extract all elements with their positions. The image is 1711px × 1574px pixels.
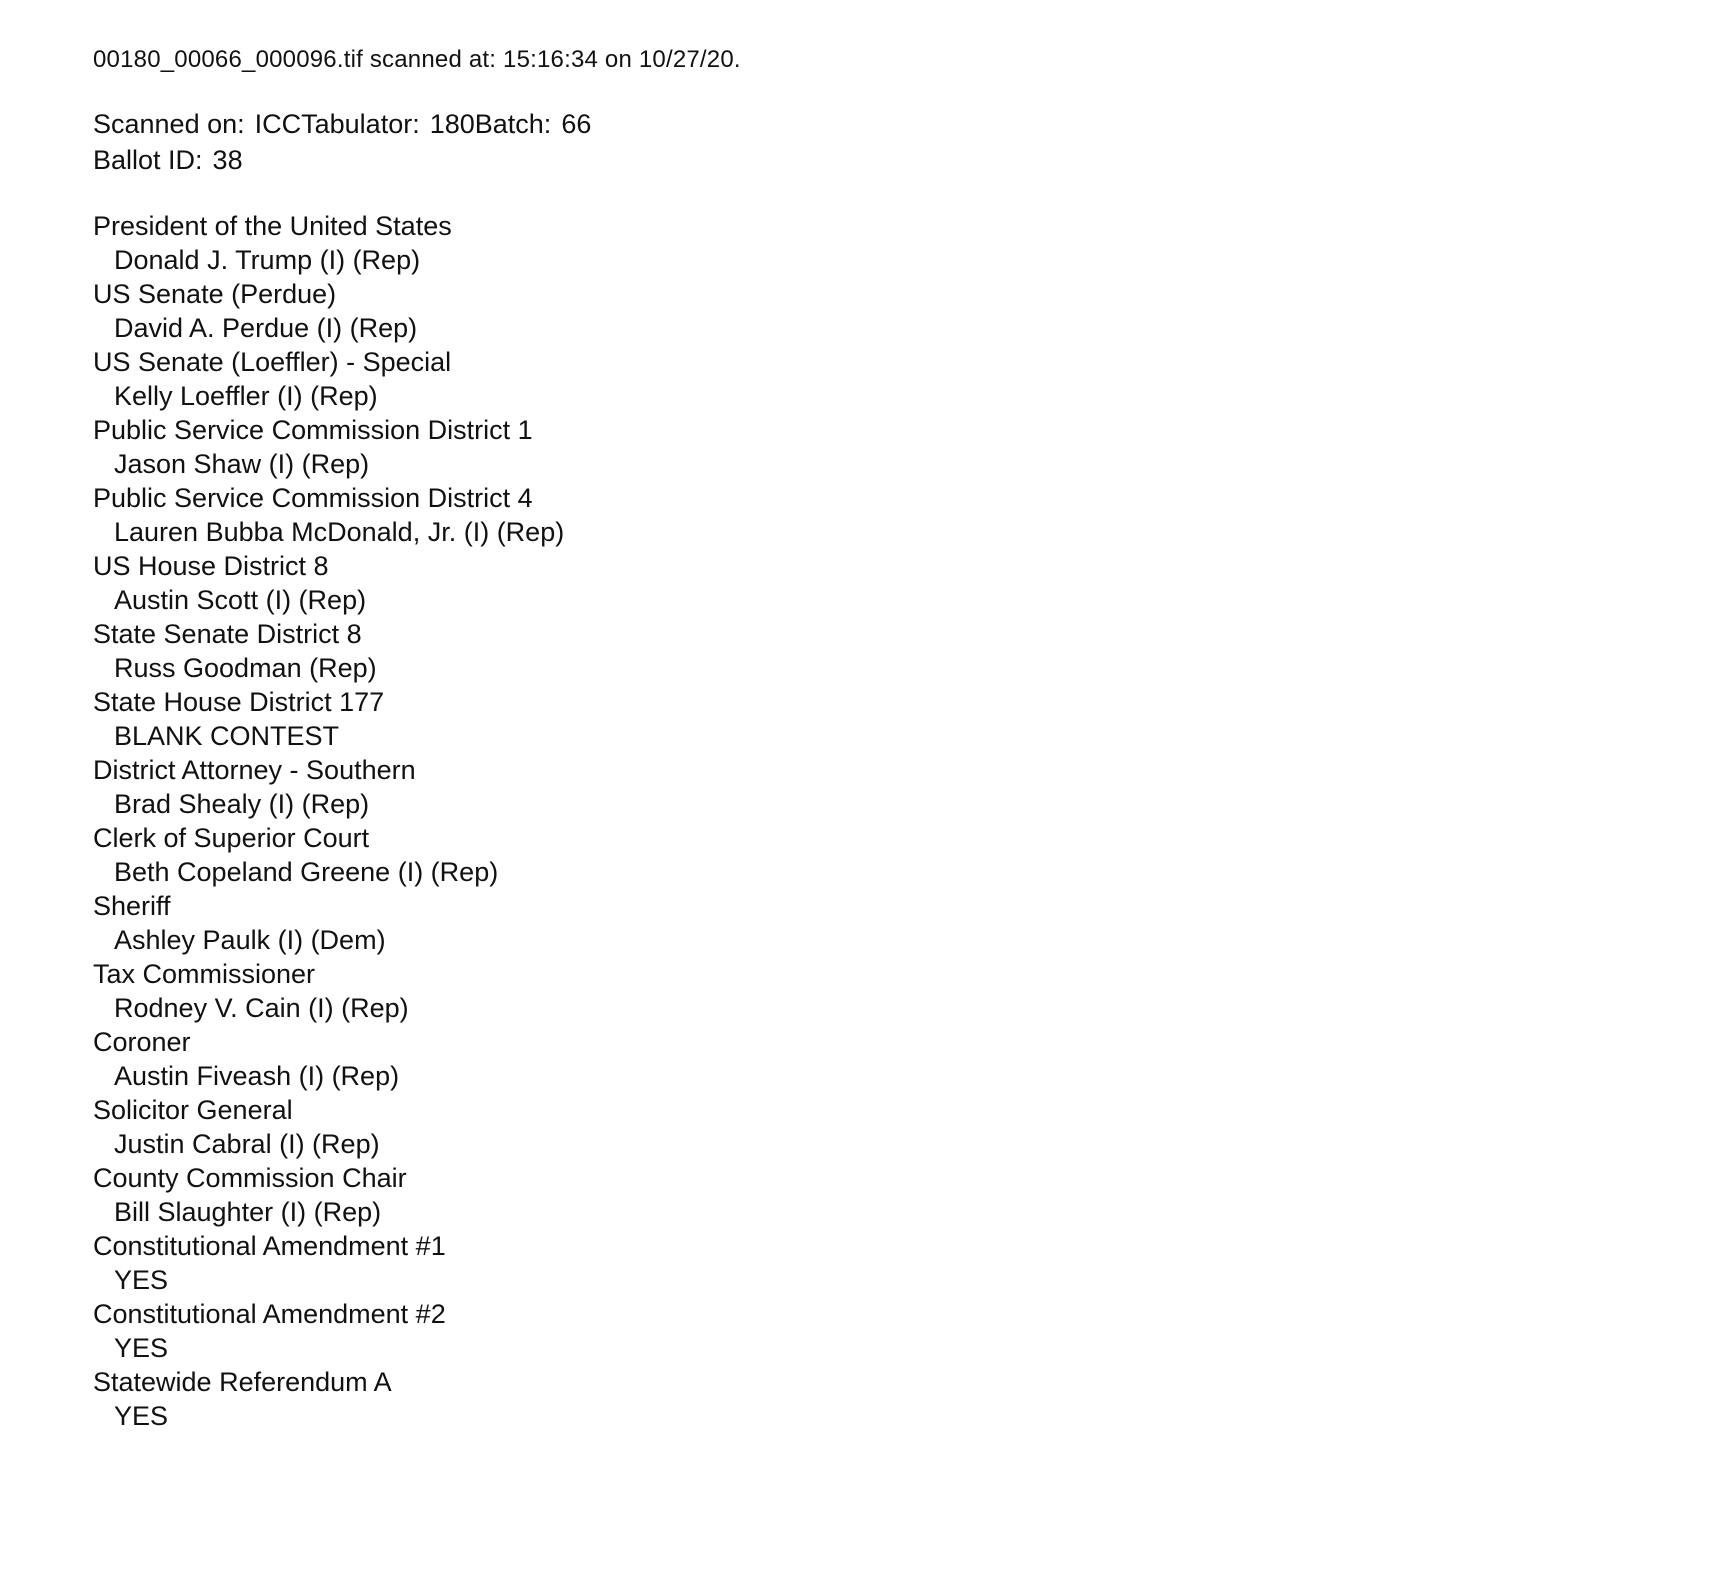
contest-entry-coroner [93,1025,1671,1093]
scanned-on-label: Scanned on: [93,109,245,139]
contest-selection: Beth Copeland Greene (I) (Rep) [114,857,499,887]
ballot-metadata [93,106,1671,178]
contest-selection: Austin Scott (I) (Rep) [114,585,367,615]
contest-title: Constitutional Amendment #1 [93,1231,446,1261]
contest-selection: YES [114,1333,169,1363]
tabulator-label: Tabulator: [301,109,420,139]
contest-title: Coroner [93,1027,191,1057]
contest-title: US Senate (Perdue) [93,279,337,309]
contest-entry-constitutional-amendment-2 [93,1297,1671,1365]
contest-title: Public Service Commission District 4 [93,483,533,513]
contest-title: Clerk of Superior Court [93,823,370,853]
contest-entry-us-house-district-8 [93,549,1671,617]
contest-selection: Justin Cabral (I) (Rep) [114,1129,380,1159]
contest-selection: Russ Goodman (Rep) [114,653,377,683]
contest-selection: Rodney V. Cain (I) (Rep) [114,993,409,1023]
contest-entry-county-commission-chair [93,1161,1671,1229]
contest-title: US House District 8 [93,551,329,581]
contest-entry-district-attorney [93,753,1671,821]
contest-entry-us-senate-perdue [93,277,1671,345]
contest-title: Public Service Commission District 1 [93,415,533,445]
scan-filename-line: 00180_00066_000096.tif scanned at: 15:16:34 on 10/27/20. [93,46,741,73]
contest-entry-president [93,209,1671,277]
contest-entry-tax-commissioner [93,957,1671,1025]
contest-selection: Ashley Paulk (I) (Dem) [114,925,386,955]
contest-title: State Senate District 8 [93,619,362,649]
batch-label: Batch: [474,109,552,139]
ballot-id-value: 38 [212,145,243,175]
contest-entry-sheriff [93,889,1671,957]
contest-entry-clerk-superior-court [93,821,1671,889]
contest-selection: Donald J. Trump (I) (Rep) [114,245,421,275]
contest-entry-state-house-district-177 [93,685,1671,753]
contest-selection: YES [114,1265,169,1295]
contest-selection: BLANK CONTEST [114,721,340,751]
contest-selection: YES [114,1401,169,1431]
contest-entry-psc-district-4 [93,481,1671,549]
contest-entry-statewide-referendum-a [93,1365,1671,1433]
contest-title: Constitutional Amendment #2 [93,1299,446,1329]
contest-list [93,209,1671,1433]
contest-selection: Bill Slaughter (I) (Rep) [114,1197,382,1227]
contest-title: President of the United States [93,211,452,241]
contest-selection: Austin Fiveash (I) (Rep) [114,1061,400,1091]
tabulator-value: 180 [429,109,475,139]
batch-value: 66 [561,109,592,139]
contest-title: County Commission Chair [93,1163,407,1193]
contest-selection: Lauren Bubba McDonald, Jr. (I) (Rep) [114,517,565,547]
contest-selection: Kelly Loeffler (I) (Rep) [114,381,378,411]
contest-title: Solicitor General [93,1095,293,1125]
contest-title: Tax Commissioner [93,959,316,989]
scanned-on-value: ICC [254,109,302,139]
ballot-id-line [93,142,1671,178]
contest-title: State House District 177 [93,687,385,717]
contest-entry-constitutional-amendment-1 [93,1229,1671,1297]
contest-title: Sheriff [93,891,171,921]
contest-selection: Brad Shealy (I) (Rep) [114,789,370,819]
ballot-id-label: Ballot ID: [93,145,203,175]
contest-selection: David A. Perdue (I) (Rep) [114,313,418,343]
scanner-info-line [93,106,1671,142]
contest-selection: Jason Shaw (I) (Rep) [114,449,370,479]
contest-entry-psc-district-1 [93,413,1671,481]
contest-entry-solicitor-general [93,1093,1671,1161]
contest-title: Statewide Referendum A [93,1367,392,1397]
contest-title: US Senate (Loeffler) - Special [93,347,452,377]
contest-entry-state-senate-district-8 [93,617,1671,685]
contest-title: District Attorney - Southern [93,755,416,785]
contest-entry-us-senate-loeffler [93,345,1671,413]
